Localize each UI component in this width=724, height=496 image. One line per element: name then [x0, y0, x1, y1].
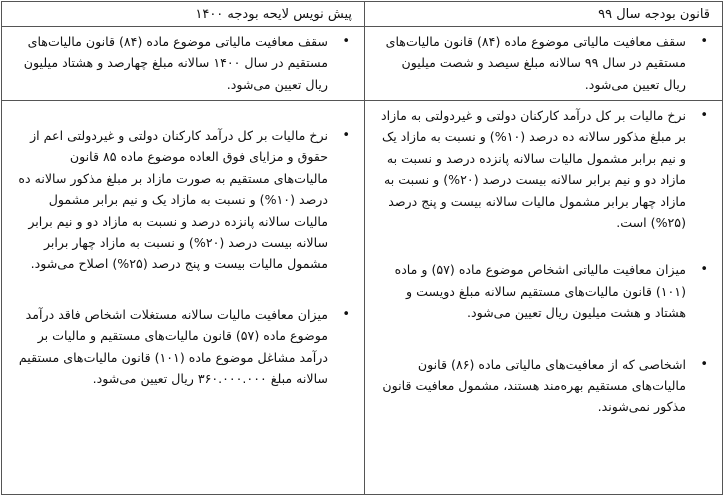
- law-99-cell: [365, 27, 723, 101]
- list-item: • نرخ مالیات بر کل درآمد کارکنان دولتی و غیردولتی اعم از حقوق و مزایای فوق العاده موضوع ماده ۸۵ قانون مالیات‌های مستقیم به صورت مازاد بر مبلغ مذکور سالانه ده درصد (۱۰%) و نسبت به مازاد یک و نیم برابر مشمول مالیات سالانه پانزده درصد و نسبت به مازاد دو و نیم برابر سالانه بیست درصد (۲۰%) و نسبت به مازاد چهار برابر مشمول مالیات بیست و پنج درصد (۲۵%) اصلاح می‌شود.: [12, 125, 352, 275]
- bullet-list: [2, 31, 364, 95]
- draft-1400-cell: [2, 27, 365, 101]
- list-item: • نرخ مالیات بر کل درآمد کارکنان دولتی و غیردولتی به مازاد بر مبلغ مذکور سالانه ده درصد (۱۰%) و نسبت به مازاد یک و نیم برابر مشمول مالیات سالانه پانزده درصد و نسبت به مازاد دو و نیم برابر سالانه بیست درصد (۲۰%) و نسبت به مازاد چهار برابر مشمول مالیات سالانه بیست و پنج درصد (۲۵%) است.: [375, 105, 710, 233]
- draft-1400-cell: [2, 101, 365, 495]
- list-item: • میزان معافیت مالیات سالانه مستغلات اشخاص فاقد درآمد موضوع ماده (۵۷) قانون مالیات‌های مستقیم و مالیات بر درآمد مشاغل موضوع ماده (۱۰۱) قانون مالیات‌های مستقیم سالانه مبلغ ۳۶۰.۰۰۰.۰۰۰ ریال تعیین می‌شود.: [12, 304, 352, 390]
- bullet-list: [365, 31, 722, 95]
- list-item: • سقف معافیت مالیاتی موضوع ماده (۸۴) قانون مالیات‌های مستقیم در سال ۹۹ سالانه مبلغ سیصد و شصت میلیون ریال تعیین می‌شود.: [375, 31, 710, 95]
- bullet-list: [365, 105, 722, 418]
- list-item: • میزان معافیت مالیاتی اشخاص موضوع ماده (۵۷) و ماده (۱۰۱) قانون مالیات‌های مستقیم سالانه مبلغ دویست و هشتاد و هشت میلیون ریال تعیین می‌شود.: [375, 259, 710, 323]
- table-row: [2, 101, 723, 495]
- comparison-table: [1, 1, 723, 495]
- header-budget-law-99: قانون بودجه سال ۹۹: [365, 2, 723, 27]
- header-row: [2, 2, 723, 27]
- list-item: • سقف معافیت مالیاتی موضوع ماده (۸۴) قانون مالیات‌های مستقیم در سال ۱۴۰۰ سالانه مبلغ چهارصد و هشتاد میلیون ریال تعیین می‌شود.: [12, 31, 352, 95]
- table-row: [2, 27, 723, 101]
- list-item: • اشخاصی که از معافیت‌های مالیاتی ماده (۸۶) قانون مالیات‌های مستقیم بهره‌مند هستند، مشمول معافیت قانون مذکور نمی‌شوند.: [375, 354, 710, 418]
- header-draft-budget-1400: پیش نویس لایحه بودجه ۱۴۰۰: [2, 2, 365, 27]
- law-99-cell: [365, 101, 723, 495]
- bullet-list: [2, 125, 364, 389]
